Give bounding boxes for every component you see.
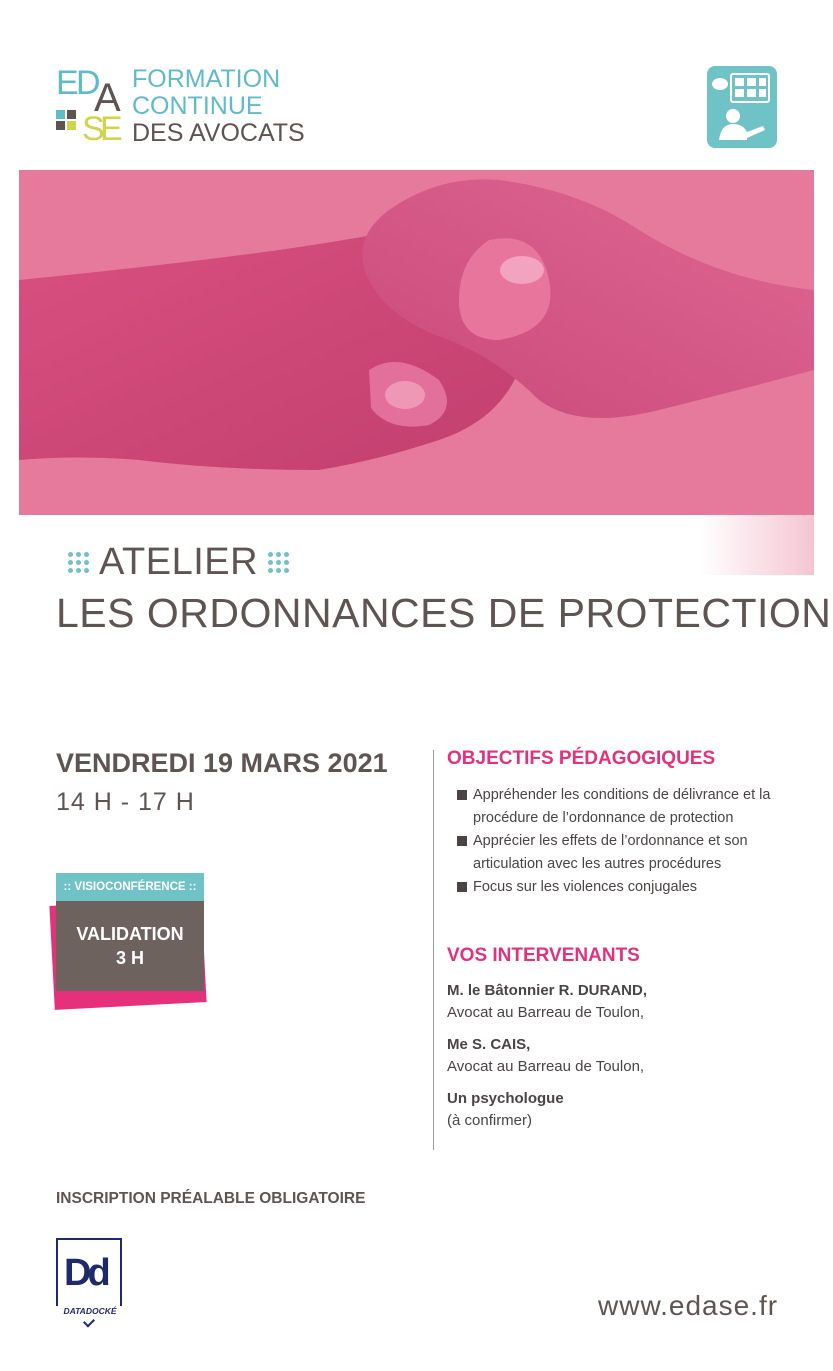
list-item: Focus sur les violences conjugales <box>457 876 797 899</box>
speaker-item <box>447 1088 807 1132</box>
square-bullet-icon <box>457 836 467 846</box>
datadock-letters: Dd <box>64 1252 107 1294</box>
logo-square <box>67 110 76 119</box>
atelier-heading <box>58 540 299 584</box>
speaker-item <box>447 1034 807 1078</box>
inscription-notice: INSCRIPTION PRÉALABLE OBLIGATOIRE <box>56 1190 366 1207</box>
hero-fade-decoration <box>700 515 814 575</box>
logo-letter: A <box>94 76 121 120</box>
square-bullet-icon <box>457 790 467 800</box>
website-link[interactable]: www.edase.fr <box>598 1290 779 1321</box>
speaker-role: Avocat au Barreau de Toulon, <box>447 1058 645 1075</box>
dots-decoration-left <box>68 552 89 573</box>
speakers-list <box>447 980 807 1142</box>
speaker-name: Me S. CAIS, <box>447 1036 531 1053</box>
logo-letter: D <box>76 64 101 102</box>
logo-square <box>56 121 65 130</box>
speaker-name: Un psychologue <box>447 1090 564 1107</box>
speaker-name: M. le Bâtonnier R. DURAND, <box>447 982 648 999</box>
speaker-role: Avocat au Barreau de Toulon, <box>447 1004 645 1021</box>
datadock-logo <box>56 1238 124 1322</box>
validation-hours: 3 H <box>115 948 144 968</box>
speaker-role: (à confirmer) <box>447 1112 533 1129</box>
visioconference-icon <box>707 66 777 148</box>
datadock-label: DATADOCKÉ <box>54 1306 126 1318</box>
edase-logo <box>56 66 124 148</box>
dots-decoration-right <box>268 552 289 573</box>
hero-hands-photo <box>19 170 814 515</box>
intervenants-heading: VOS INTERVENANTS <box>447 945 640 966</box>
logo-wordmark <box>132 66 305 147</box>
speaker-item <box>447 980 807 1024</box>
list-item: Appréhender les conditions de délivrance et la procédure de l’ordonnance de protection <box>457 784 797 830</box>
logo-letter: E <box>56 64 79 102</box>
objectifs-list <box>457 784 797 899</box>
logo-square <box>67 121 76 130</box>
event-hours: 14 H - 17 H <box>56 788 195 816</box>
column-divider <box>433 750 434 1150</box>
visio-badge: :: VISIOCONFÉRENCE :: <box>56 873 204 901</box>
atelier-label: ATELIER <box>99 540 259 583</box>
logo-square <box>56 110 65 119</box>
validation-label: VALIDATION <box>76 924 184 944</box>
logo-line-avocats: DES AVOCATS <box>132 119 305 147</box>
logo-letter: E <box>100 110 123 148</box>
logo-letter: S <box>82 110 105 148</box>
logo-line-continue: CONTINUE <box>132 92 263 120</box>
logo-line-formation: FORMATION <box>132 65 281 93</box>
event-date: VENDREDI 19 MARS 2021 <box>56 748 388 778</box>
list-item: Apprécier les effets de l’ordonnance et son articulation avec les autres procédures <box>457 830 797 876</box>
page-title: LES ORDONNANCES DE PROTECTION <box>56 590 832 636</box>
validation-badge <box>56 901 204 991</box>
square-bullet-icon <box>457 882 467 892</box>
objectifs-heading: OBJECTIFS PÉDAGOGIQUES <box>447 748 716 769</box>
